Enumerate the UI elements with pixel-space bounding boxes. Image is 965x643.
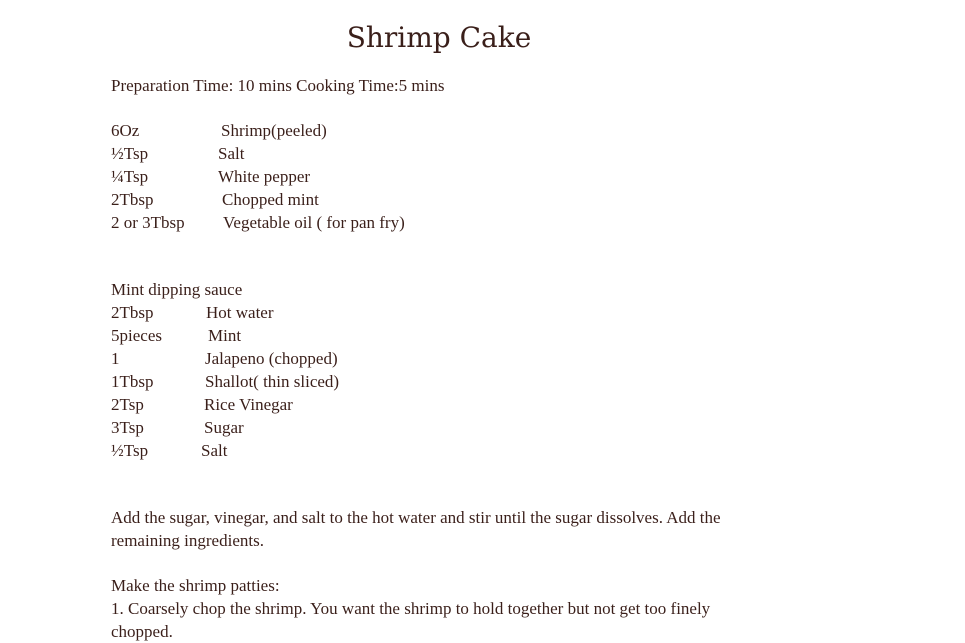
ingredient-qty: ½Tsp — [111, 144, 149, 163]
recipe-title: Shrimp Cake — [346, 21, 532, 54]
sauce-qty: 5pieces — [111, 326, 162, 345]
ingredient-qty: ¼Tsp — [111, 167, 149, 186]
ingredient-qty: 2Tbsp — [111, 190, 154, 209]
recipe-body — [111, 74, 771, 643]
sauce-item: Hot water — [206, 303, 274, 322]
sauce-item: Shallot( thin sliced) — [205, 372, 340, 391]
spacer — [111, 552, 771, 574]
sauce-ingredient-row — [111, 439, 771, 462]
ingredient-item: Shrimp(peeled) — [221, 121, 327, 140]
sauce-instructions: Add the sugar, vinegar, and salt to the hot water and stir until the sugar dissolves. Add the remaining ingredients. — [111, 508, 721, 550]
sauce-heading: Mint dipping sauce — [111, 280, 243, 299]
sauce-qty: ½Tsp — [111, 441, 149, 460]
ingredient-qty: 6Oz — [111, 121, 140, 140]
sauce-item: Sugar — [204, 418, 244, 437]
sauce-ingredient-row — [111, 416, 771, 439]
ingredient-item: White pepper — [218, 167, 311, 186]
spacer — [111, 234, 771, 278]
ingredient-row — [111, 165, 771, 188]
sauce-ingredient-row — [111, 370, 771, 393]
ingredient-item: Chopped mint — [222, 190, 319, 209]
sauce-ingredient-row — [111, 347, 771, 370]
ingredient-row — [111, 142, 771, 165]
ingredient-qty: 2 or 3Tbsp — [111, 213, 185, 232]
ingredient-row — [111, 119, 771, 142]
sauce-item: Rice Vinegar — [204, 395, 293, 414]
ingredient-row — [111, 188, 771, 211]
time-info: Preparation Time: 10 mins Cooking Time:5 mins — [111, 76, 445, 95]
step-1: 1. Coarsely chop the shrimp. You want the shrimp to hold together but not get too finely chopped. — [111, 599, 711, 641]
ingredient-item: Salt — [218, 144, 245, 163]
patties-heading: Make the shrimp patties: — [111, 576, 280, 595]
sauce-qty: 1 — [111, 349, 120, 368]
sauce-qty: 2Tsp — [111, 395, 144, 414]
sauce-ingredient-row — [111, 301, 771, 324]
sauce-item: Salt — [201, 441, 228, 460]
ingredient-item: Vegetable oil ( for pan fry) — [223, 213, 405, 232]
ingredient-row — [111, 211, 771, 234]
spacer — [111, 97, 771, 119]
sauce-item: Jalapeno (chopped) — [205, 349, 338, 368]
sauce-qty: 3Tsp — [111, 418, 144, 437]
spacer — [111, 462, 771, 506]
sauce-qty: 1Tbsp — [111, 372, 154, 391]
sauce-ingredient-row — [111, 324, 771, 347]
sauce-qty: 2Tbsp — [111, 303, 154, 322]
sauce-item: Mint — [208, 326, 242, 345]
sauce-ingredient-row — [111, 393, 771, 416]
